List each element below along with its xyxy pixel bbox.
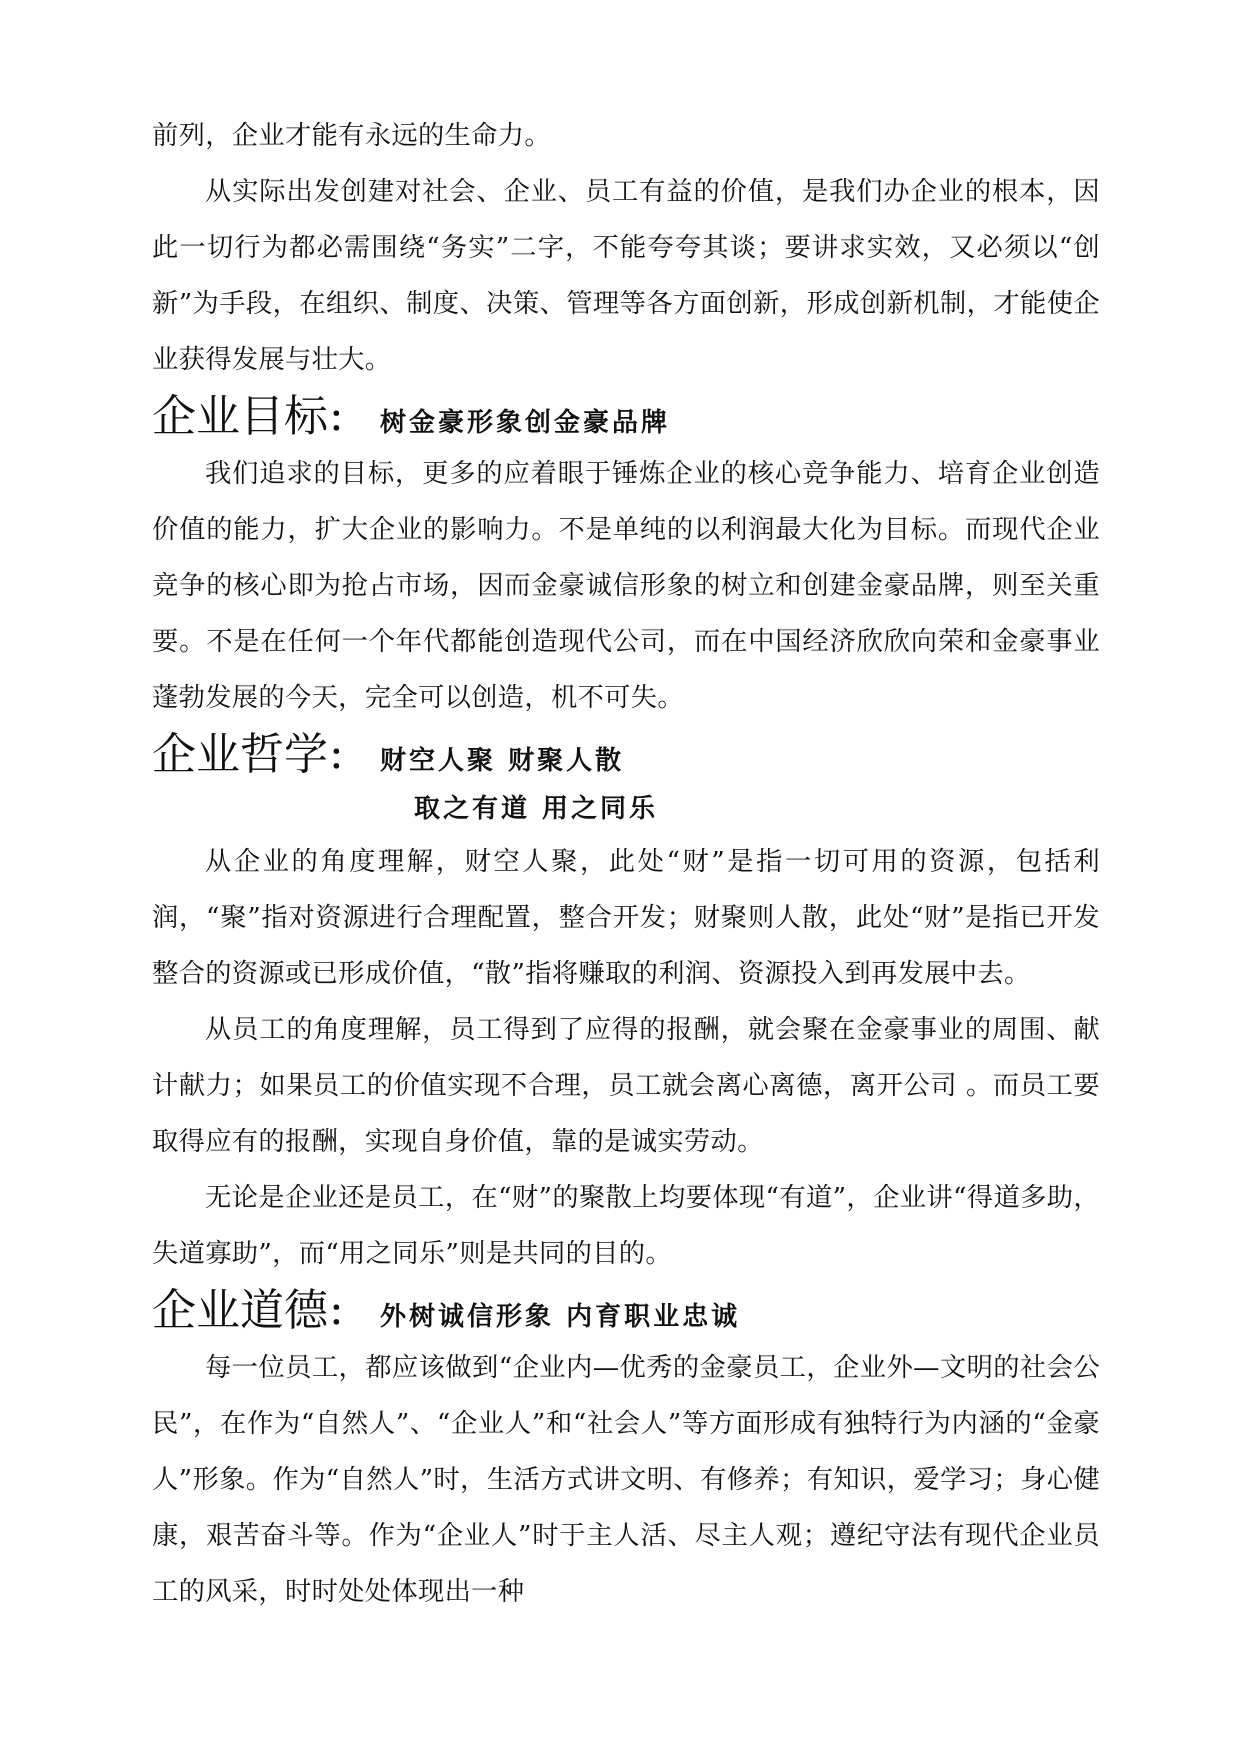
goal-paragraph-1: 我们追求的目标，更多的应着眼于锤炼企业的核心竞争能力、培育企业创造价值的能力，扩大企业的影响力。不是单纯的以利润最大化为目标。而现代企业竞争的核心即为抢占市场，因而金豪诚信形象的树立和创建金豪品牌，则至关重要。不是在任何一个年代都能创造现代公司，而在中国经济欣欣向荣和金豪事业蓬勃发展的今天，完全可以创造，机不可失。 [152, 459, 1100, 713]
section-title: 企业目标 [152, 391, 328, 442]
section-motto: 财空人聚 财聚人散 [380, 746, 625, 776]
section-heading-goal [152, 388, 1100, 446]
section-heading-ethics [152, 1282, 1100, 1340]
section-colon: ： [328, 737, 365, 778]
section-title: 企业哲学 [152, 729, 328, 780]
ethics-paragraph-1: 每一位员工，都应该做到“企业内—优秀的金豪员工，企业外—文明的社会公民”，在作为“自然人”、“企业人”和“社会人”等方面形成有独特行为内涵的“金豪人”形象。作为“自然人”时，生活方式讲文明、有修养；有知识，爱学习；身心健康，艰苦奋斗等。作为“企业人”时于主人活、尽主人观；遵纪守法有现代企业员工的风采，时时处处体现出一种 [152, 1353, 1100, 1607]
section-motto: 树金豪形象创金豪品牌 [380, 408, 671, 438]
section-colon: ： [328, 399, 365, 440]
intro-paragraph-1: 前列，企业才能有永远的生命力。 [152, 121, 551, 151]
philosophy-paragraph-3: 无论是企业还是员工，在“财”的聚散上均要体现“有道”，企业讲“得道多助，失道寡助”，而“用之同乐”则是共同的目的。 [152, 1183, 1100, 1269]
section-title: 企业道德 [152, 1285, 328, 1336]
section-heading-philosophy [152, 726, 1100, 784]
intro-paragraph-2: 从实际出发创建对社会、企业、员工有益的价值，是我们办企业的根本，因此一切行为都必需围绕“务实”二字，不能夸夸其谈；要讲求实效，又必须以“创新”为手段，在组织、制度、决策、管理等各方面创新，形成创新机制，才能使企业获得发展与壮大。 [152, 177, 1100, 375]
philosophy-paragraph-1: 从企业的角度理解，财空人聚，此处“财”是指一切可用的资源，包括利润，“聚”指对资源进行合理配置，整合开发；财聚则人散，此处“财”是指已开发整合的资源或已形成价值，“散”指将赚取的利润、资源投入到再发展中去。 [152, 847, 1100, 989]
document-body [152, 118, 1100, 1620]
section-motto-line-2: 取之有道 用之同乐 [414, 794, 659, 824]
section-colon: ： [328, 1293, 365, 1334]
section-motto: 外树诚信形象 内育职业忠诚 [380, 1302, 741, 1332]
philosophy-paragraph-2: 从员工的角度理解，员工得到了应得的报酬，就会聚在金豪事业的周围、献计献力；如果员工的价值实现不合理，员工就会离心离德，离开公司 。而员工要取得应有的报酬，实现自身价值，靠的是诚实劳动。 [152, 1015, 1100, 1157]
